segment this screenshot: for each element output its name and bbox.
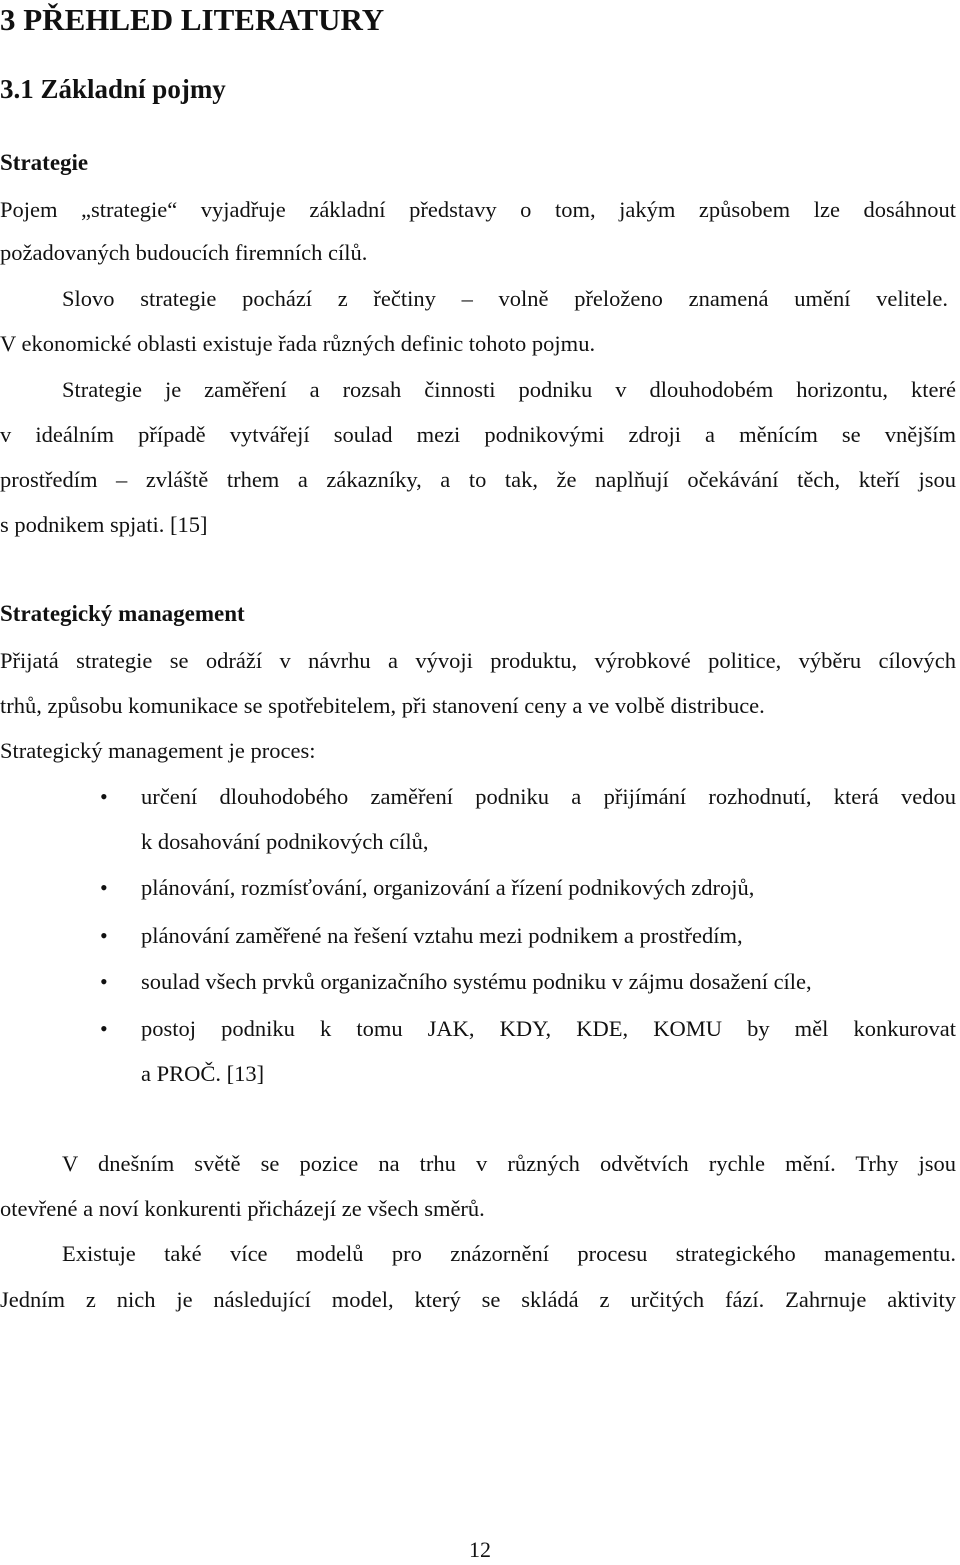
paragraph-line: Strategie je zaměření a rozsah činnosti podniku v dlouhodobém horizontu, které — [62, 377, 956, 402]
bullet-marker: • — [100, 923, 108, 948]
paragraph-line: požadovaných budoucích firemních cílů. — [0, 240, 368, 265]
bullet-marker: • — [100, 1016, 108, 1041]
heading-strategie: Strategie — [0, 150, 89, 175]
paragraph-line: Pojem „strategie“ vyjadřuje základní představy o tom, jakým způsobem lze dosáhnout — [0, 197, 956, 222]
chapter-title: 3 PŘEHLED LITERATURY — [0, 2, 385, 37]
paragraph-line: prostředím – zvláště trhem a zákazníky, a to tak, že naplňují očekávání těch, kteří jsou — [0, 467, 956, 492]
section-title: 3.1 Základní pojmy — [0, 74, 226, 104]
paragraph-line: Jedním z nich je následující model, který se skládá z určitých fází. Zahrnuje aktivity — [0, 1287, 956, 1312]
bullet-marker: • — [100, 784, 108, 809]
paragraph-line: Existuje také více modelů pro znázornění procesu strategického managementu. — [62, 1241, 956, 1266]
paragraph-line: otevřené a noví konkurenti přicházejí ze všech směrů. — [0, 1196, 485, 1221]
list-item: a PROČ. [13] — [141, 1061, 265, 1086]
paragraph-line: Slovo strategie pochází z řečtiny – volně přeloženo znamená umění velitele. — [62, 286, 948, 311]
paragraph-line: Přijatá strategie se odráží v návrhu a vývoji produktu, výrobkové politice, výběru cílových — [0, 648, 956, 673]
paragraph-line: trhů, způsobu komunikace se spotřebitelem, při stanovení ceny a ve volbě distribuce. — [0, 693, 765, 718]
bullet-marker: • — [100, 969, 108, 994]
paragraph-line: V dnešním světě se pozice na trhu v různých odvětvích rychle mění. Trhy jsou — [62, 1151, 956, 1176]
paragraph-line: s podnikem spjati. [15] — [0, 512, 208, 537]
list-item: určení dlouhodobého zaměření podniku a přijímání rozhodnutí, která vedou — [141, 784, 956, 809]
heading-strategicky-management: Strategický management — [0, 601, 245, 626]
bullet-marker: • — [100, 875, 108, 900]
list-item: plánování, rozmísťování, organizování a řízení podnikových zdrojů, — [141, 875, 755, 900]
paragraph-line: v ideálním případě vytvářejí soulad mezi podnikovými zdroji a měnícím se vnějším — [0, 422, 956, 447]
list-item: plánování zaměřené na řešení vztahu mezi podnikem a prostředím, — [141, 923, 743, 948]
paragraph-line: Strategický management je proces: — [0, 738, 316, 763]
page-number: 12 — [469, 1537, 491, 1562]
paragraph-line: V ekonomické oblasti existuje řada různých definic tohoto pojmu. — [0, 331, 596, 356]
list-item: soulad všech prvků organizačního systému podniku v zájmu dosažení cíle, — [141, 969, 812, 994]
list-item: k dosahování podnikových cílů, — [141, 829, 429, 854]
list-item: postoj podniku k tomu JAK, KDY, KDE, KOMU by měl konkurovat — [141, 1016, 956, 1041]
